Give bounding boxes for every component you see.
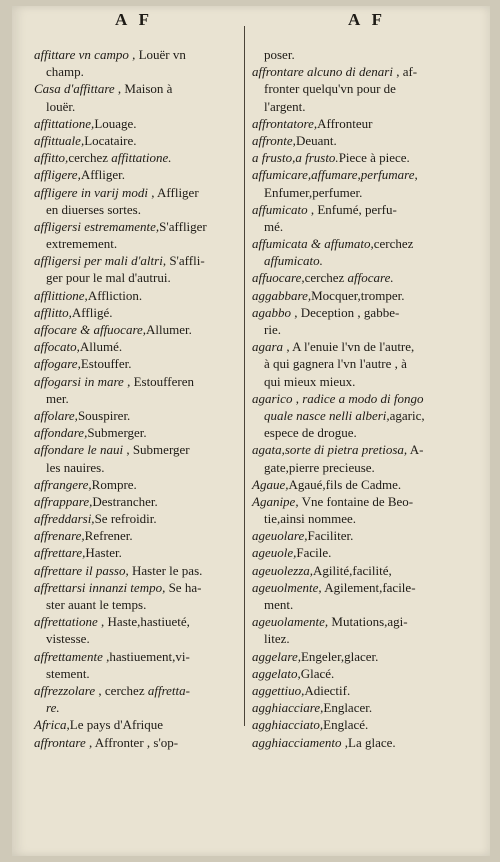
italian-term: Africa, bbox=[34, 717, 70, 733]
french-gloss: les nauires. bbox=[46, 459, 105, 475]
french-gloss: champ. bbox=[46, 64, 84, 80]
dictionary-line bbox=[34, 527, 239, 544]
french-gloss: poser. bbox=[264, 47, 295, 62]
dictionary-line bbox=[252, 407, 457, 424]
dictionary-line bbox=[252, 579, 457, 596]
french-gloss: S'affliger bbox=[159, 218, 207, 234]
dictionary-line bbox=[252, 355, 457, 372]
dictionary-line bbox=[252, 80, 457, 97]
italian-term: agghiacciato, bbox=[252, 717, 324, 733]
dictionary-line bbox=[252, 441, 457, 458]
french-gloss: Enfumer,perfumer. bbox=[264, 184, 363, 200]
french-gloss: Allumer. bbox=[146, 322, 192, 337]
italian-term: affronte, bbox=[252, 132, 296, 148]
dictionary-line bbox=[34, 287, 239, 304]
dictionary-line bbox=[34, 459, 239, 476]
italian-term: affondare, bbox=[34, 425, 88, 441]
dictionary-line bbox=[34, 166, 239, 183]
french-gloss: Deuant. bbox=[295, 132, 337, 148]
dictionary-line bbox=[34, 630, 239, 647]
italian-term: affligere, bbox=[34, 167, 81, 183]
italian-term: affogare, bbox=[34, 356, 81, 372]
dictionary-line bbox=[252, 149, 457, 166]
french-gloss: , Affliger bbox=[147, 184, 199, 200]
french-gloss: Vne fontaine de Beo- bbox=[298, 493, 414, 509]
italian-term: affittatione, bbox=[34, 115, 95, 131]
french-gloss: ger pour le mal d'autrui. bbox=[46, 270, 171, 286]
french-gloss: Englacé. bbox=[323, 717, 369, 733]
dictionary-line bbox=[34, 235, 239, 252]
dictionary-line bbox=[34, 562, 239, 579]
french-gloss: , A l'enuie l'vn de l'autre, bbox=[283, 339, 415, 355]
italian-term: affrettare, bbox=[34, 545, 86, 561]
french-gloss: Agaué,fils de Cadme. bbox=[288, 476, 402, 492]
italian-term: affittuale, bbox=[34, 132, 85, 148]
dictionary-line bbox=[252, 46, 457, 63]
french-gloss: Glacé. bbox=[300, 665, 335, 681]
italian-term: ageuolezza, bbox=[252, 562, 314, 578]
french-gloss: Haster. bbox=[85, 545, 122, 561]
french-gloss: à qui gagnera l'vn l'autre , à bbox=[264, 356, 407, 372]
french-gloss: ,hastiuement,vi- bbox=[102, 648, 190, 664]
french-gloss: cerchez bbox=[68, 150, 112, 166]
french-gloss: Affliction. bbox=[87, 287, 143, 303]
dictionary-line bbox=[252, 235, 457, 252]
italian-term: a frusto,a frusto. bbox=[252, 150, 339, 166]
dictionary-line bbox=[34, 699, 239, 716]
french-gloss: Mocquer,tromper. bbox=[311, 287, 405, 303]
italian-term: affreddarsi, bbox=[34, 511, 95, 527]
dictionary-line bbox=[252, 201, 457, 218]
dictionary-line bbox=[34, 355, 239, 372]
french-gloss: Affliger. bbox=[80, 167, 125, 183]
italian-term: affumicato bbox=[252, 201, 308, 217]
italian-term: affrontare alcuno di denari bbox=[252, 64, 393, 80]
italian-term: affligere in varij modi bbox=[34, 184, 148, 200]
dictionary-line bbox=[252, 682, 457, 699]
dictionary-line bbox=[252, 562, 457, 579]
dictionary-line bbox=[34, 596, 239, 613]
dictionary-line bbox=[252, 63, 457, 80]
french-gloss: Haster le pas. bbox=[128, 562, 203, 578]
dictionary-line bbox=[34, 321, 239, 338]
french-gloss: Facile. bbox=[296, 545, 332, 561]
italian-term: affocare & affuocare, bbox=[34, 322, 147, 337]
dictionary-line bbox=[34, 390, 239, 407]
french-gloss: louër. bbox=[46, 98, 76, 114]
french-gloss: Destrancher. bbox=[92, 493, 158, 509]
french-gloss: Louage. bbox=[94, 115, 137, 131]
dictionary-line bbox=[252, 459, 457, 476]
italian-term: agabbo bbox=[252, 304, 291, 320]
french-gloss: tie,ainsi nommee. bbox=[264, 511, 357, 527]
french-gloss: Englacer. bbox=[323, 700, 373, 716]
dictionary-line bbox=[34, 252, 239, 269]
italian-term: affrettatione bbox=[34, 614, 98, 630]
french-gloss: Se ha- bbox=[165, 579, 202, 595]
italian-term: Agaue, bbox=[252, 476, 289, 492]
dictionary-line bbox=[34, 510, 239, 527]
french-gloss: , bbox=[292, 390, 303, 406]
french-gloss: cerchez bbox=[373, 236, 414, 252]
italian-term: agara bbox=[252, 339, 284, 355]
right-column-header: A F bbox=[348, 10, 386, 29]
italian-term: re. bbox=[46, 700, 60, 716]
italian-term: agata,sorte di pietra pretiosa, bbox=[252, 442, 408, 458]
dictionary-line bbox=[34, 373, 239, 390]
dictionary-line bbox=[34, 665, 239, 682]
dictionary-line bbox=[252, 252, 457, 269]
french-gloss: litez. bbox=[264, 631, 290, 647]
cross-reference-term: affittatione. bbox=[111, 150, 172, 166]
french-gloss: , Deception , gabbe- bbox=[291, 304, 400, 320]
french-gloss: extremement. bbox=[46, 236, 118, 252]
italian-term: Casa d'affittare bbox=[34, 81, 115, 97]
dictionary-line bbox=[252, 648, 457, 665]
dictionary-line bbox=[252, 734, 457, 751]
dictionary-line bbox=[252, 544, 457, 561]
dictionary-line bbox=[34, 613, 239, 630]
dictionary-line bbox=[34, 201, 239, 218]
dictionary-line bbox=[252, 527, 457, 544]
dictionary-line bbox=[34, 407, 239, 424]
dictionary-line bbox=[34, 269, 239, 286]
french-gloss: fronter quelqu'vn pour de bbox=[264, 81, 396, 97]
french-gloss: Locataire. bbox=[84, 132, 137, 148]
italian-term: affrettarsi innanzi tempo, bbox=[34, 579, 166, 595]
french-gloss: , af- bbox=[392, 64, 418, 80]
dictionary-line bbox=[252, 269, 457, 286]
dictionary-line bbox=[252, 596, 457, 613]
french-gloss: vistesse. bbox=[46, 631, 90, 647]
dictionary-line bbox=[252, 321, 457, 338]
dictionary-line bbox=[34, 716, 239, 733]
french-gloss: Piece à piece. bbox=[338, 150, 410, 166]
french-gloss: , Submerger bbox=[123, 442, 190, 458]
dictionary-line bbox=[34, 63, 239, 80]
italian-term: ageuole, bbox=[252, 545, 297, 561]
cross-reference-term: radice a modo di fongo bbox=[302, 390, 424, 406]
french-gloss: espece de drogue. bbox=[264, 425, 357, 441]
italian-term: affrezzolare bbox=[34, 682, 96, 698]
dictionary-line bbox=[252, 493, 457, 510]
dictionary-line bbox=[34, 579, 239, 596]
french-gloss: Louër vn bbox=[135, 47, 186, 62]
left-column-header: A F bbox=[115, 10, 153, 29]
right-column bbox=[252, 46, 457, 751]
dictionary-line bbox=[252, 716, 457, 733]
italian-term: agarico bbox=[252, 390, 293, 406]
dictionary-line bbox=[252, 338, 457, 355]
dictionary-line bbox=[34, 149, 239, 166]
column-divider bbox=[244, 26, 245, 726]
italian-term: aggelare, bbox=[252, 648, 301, 664]
dictionary-line bbox=[34, 46, 239, 63]
french-gloss: Faciliter. bbox=[307, 528, 354, 544]
italian-term: Aganipe, bbox=[252, 493, 299, 509]
french-gloss: Engeler,glacer. bbox=[300, 648, 379, 664]
french-gloss: Adiectif. bbox=[304, 682, 351, 698]
left-column bbox=[34, 46, 239, 751]
french-gloss: Estouffer. bbox=[80, 356, 132, 372]
italian-term: affrenare, bbox=[34, 528, 85, 544]
french-gloss: ,La glace. bbox=[341, 734, 396, 750]
dictionary-line bbox=[252, 184, 457, 201]
italian-term: affuocare, bbox=[252, 270, 305, 286]
dictionary-line bbox=[252, 699, 457, 716]
cross-reference-term: affocare. bbox=[347, 270, 394, 286]
italian-term: affolare, bbox=[34, 407, 78, 423]
italian-term: affumicata & affumato, bbox=[252, 236, 374, 252]
dictionary-line bbox=[252, 98, 457, 115]
dictionary-line bbox=[34, 648, 239, 665]
italian-term: affumicare,affumare,perfumare, bbox=[252, 167, 418, 183]
italian-term: affrontare bbox=[34, 734, 86, 750]
dictionary-line bbox=[252, 665, 457, 682]
dictionary-line bbox=[34, 544, 239, 561]
italian-term: affitto, bbox=[34, 150, 69, 166]
dictionary-line bbox=[252, 424, 457, 441]
dictionary-line bbox=[252, 287, 457, 304]
dictionary-line bbox=[252, 510, 457, 527]
italian-term: ageuolare, bbox=[252, 528, 308, 544]
french-gloss: Agilité,facilité, bbox=[313, 562, 392, 578]
french-gloss: , Enfumé, perfu- bbox=[307, 201, 397, 217]
dictionary-line bbox=[34, 476, 239, 493]
italian-term: affrettamente bbox=[34, 648, 103, 664]
italian-term: affrappare, bbox=[34, 493, 93, 509]
italian-term: affrangere, bbox=[34, 476, 92, 492]
italian-term: affondare le naui bbox=[34, 442, 124, 458]
french-gloss: Affligé. bbox=[71, 304, 113, 320]
dictionary-line bbox=[34, 115, 239, 132]
dictionary-line bbox=[34, 493, 239, 510]
dictionary-line bbox=[34, 132, 239, 149]
italian-term: afflittione, bbox=[34, 287, 88, 303]
dictionary-line bbox=[34, 184, 239, 201]
french-gloss: , S'affli- bbox=[162, 253, 205, 269]
french-gloss: stement. bbox=[46, 665, 90, 681]
dictionary-line bbox=[34, 304, 239, 321]
french-gloss: , Haste,hastiueté, bbox=[97, 614, 190, 630]
french-gloss: cerchez bbox=[304, 270, 348, 286]
italian-term: aggettiuo, bbox=[252, 682, 305, 698]
french-gloss: ment. bbox=[264, 597, 294, 612]
italian-term: aggabbare, bbox=[252, 287, 312, 303]
italian-term: affligersi per mali d'altri bbox=[34, 253, 163, 269]
french-gloss: Souspirer. bbox=[77, 407, 131, 423]
dictionary-line bbox=[34, 734, 239, 751]
dictionary-line bbox=[252, 115, 457, 132]
french-gloss: Agilement,facile- bbox=[321, 579, 416, 595]
italian-term: ageuolmente, bbox=[252, 579, 322, 595]
french-gloss: agaric, bbox=[389, 407, 425, 423]
italian-term: quale nasce nelli alberi, bbox=[264, 407, 390, 423]
dictionary-line bbox=[252, 630, 457, 647]
french-gloss: l'argent. bbox=[264, 98, 306, 114]
dictionary-line bbox=[34, 218, 239, 235]
dictionary-line bbox=[34, 682, 239, 699]
dictionary-line bbox=[252, 373, 457, 390]
french-gloss: gate,pierre precieuse. bbox=[264, 459, 375, 475]
dictionary-line bbox=[34, 424, 239, 441]
italian-term: agghiacciamento bbox=[252, 734, 342, 750]
french-gloss: en diuerses sortes. bbox=[46, 201, 141, 217]
italian-term: afflitto, bbox=[34, 304, 72, 320]
dictionary-line bbox=[252, 132, 457, 149]
dictionary-line bbox=[34, 98, 239, 115]
french-gloss: qui mieux mieux. bbox=[264, 373, 356, 389]
italian-term: affrontatore, bbox=[252, 115, 318, 131]
italian-term: ageuolamente, bbox=[252, 614, 329, 630]
french-gloss: ster auant le temps. bbox=[46, 597, 147, 612]
french-gloss: A- bbox=[407, 442, 424, 458]
french-gloss: Le pays d'Afrique bbox=[69, 717, 164, 733]
italian-term: affittare vn campo , bbox=[34, 47, 136, 62]
dictionary-line bbox=[34, 80, 239, 97]
italian-term: agghiacciare, bbox=[252, 700, 324, 716]
italian-term: affocato, bbox=[34, 339, 80, 355]
italian-term: affrettare il passo, bbox=[34, 562, 129, 578]
dictionary-line bbox=[34, 338, 239, 355]
italian-term: affumicato. bbox=[264, 253, 323, 269]
french-gloss: Refrener. bbox=[84, 528, 133, 544]
dictionary-line bbox=[252, 218, 457, 235]
french-gloss: Rompre. bbox=[91, 476, 137, 492]
dictionary-page bbox=[12, 6, 490, 856]
dictionary-line bbox=[252, 476, 457, 493]
french-gloss: , Maison à bbox=[114, 81, 173, 97]
french-gloss: , Estoufferen bbox=[123, 373, 194, 389]
french-gloss: mer. bbox=[46, 390, 69, 406]
french-gloss: mé. bbox=[264, 218, 284, 234]
french-gloss: Affronteur bbox=[317, 115, 373, 131]
french-gloss: rie. bbox=[264, 322, 281, 337]
french-gloss: Mutations,agi- bbox=[328, 614, 408, 630]
french-gloss: Se refroidir. bbox=[94, 511, 157, 527]
dictionary-line bbox=[252, 390, 457, 407]
dictionary-line bbox=[252, 613, 457, 630]
dictionary-line bbox=[252, 166, 457, 183]
french-gloss: Submerger. bbox=[87, 425, 147, 441]
french-gloss: Allumé. bbox=[79, 339, 123, 355]
french-gloss: , cerchez bbox=[95, 682, 148, 698]
dictionary-line bbox=[252, 304, 457, 321]
french-gloss: , Affronter , s'op- bbox=[85, 734, 179, 750]
italian-term: aggelato, bbox=[252, 665, 301, 681]
italian-term: affligersi estremamente, bbox=[34, 218, 160, 234]
dictionary-line bbox=[34, 441, 239, 458]
italian-term: affogarsi in mare bbox=[34, 373, 124, 389]
cross-reference-term: affretta- bbox=[147, 682, 190, 698]
